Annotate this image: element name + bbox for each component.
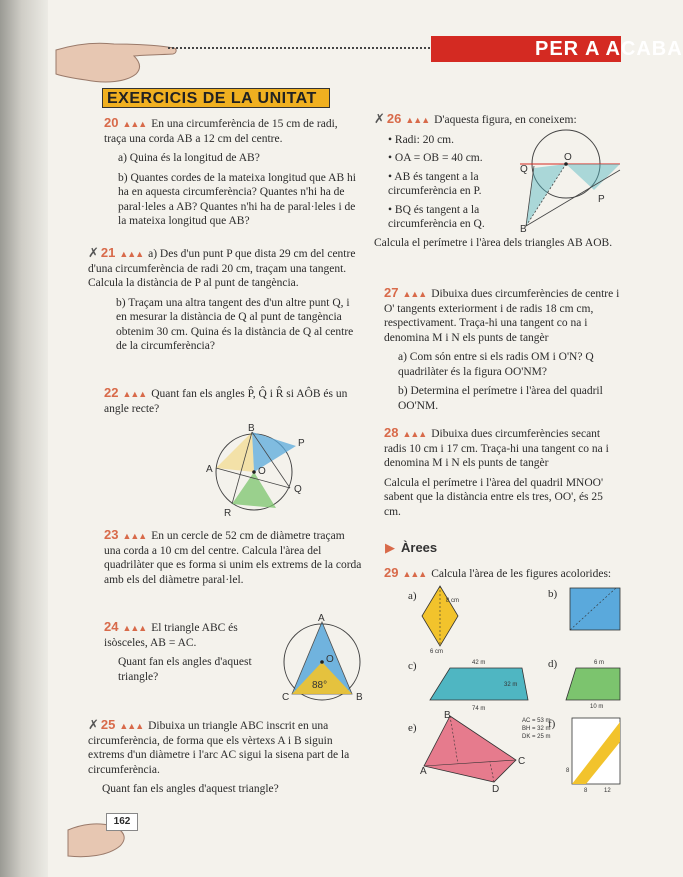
exercise-text: Dibuixa dues circumferències secant radis 10 cm i 17 cm. Traça-hi una tangent co na i denomina M i N els punts de tangèr bbox=[384, 428, 609, 469]
exercise-number: 21 bbox=[100, 245, 116, 260]
figure-label-b: b) bbox=[548, 588, 558, 600]
tangent-diagram-26 bbox=[518, 130, 620, 236]
exercise-23 bbox=[104, 528, 362, 592]
svg-text:C: C bbox=[518, 756, 526, 767]
exercise-text: Dibuixa dues circumferències de centre i O' tangents exteriorment i de radis 18 cm cm, respectivament. Traça-hi una tangent co na i denomina M i N els punts de tangèr bbox=[384, 288, 620, 344]
exercise-text: Calcula el perímetre i l'àrea dels triangles AB AOB. bbox=[374, 236, 613, 249]
svg-text:C: C bbox=[282, 692, 290, 703]
dimension-label: 8 cm bbox=[446, 598, 460, 604]
difficulty-icon: ▲▲▲ bbox=[119, 721, 144, 731]
exercise-part-a: a) Com són entre si els radis OM i O'N? Q quadrilàter és la figura OO'NM? bbox=[398, 351, 594, 378]
exercise-number: 27 bbox=[384, 285, 399, 300]
page-number: 162 bbox=[106, 813, 138, 831]
triangle-diagram-24 bbox=[274, 612, 374, 704]
difficulty-icon: ▲▲▲ bbox=[119, 249, 144, 259]
dimension-label: 6 cm bbox=[430, 649, 444, 655]
exercise-text: En una circumferència de 15 cm de radi, traça una corda AB a 12 cm del centre. bbox=[104, 118, 338, 145]
figure-label-e: e) bbox=[408, 722, 417, 734]
trapezoid-figure bbox=[422, 656, 548, 714]
exercise-text: El triangle ABC és isòsceles, AB = AC. bbox=[104, 622, 238, 649]
handwritten-mark: ✗ bbox=[88, 717, 99, 732]
data-item: • Radi: 20 cm. bbox=[388, 133, 454, 146]
quadrilateral-figure bbox=[420, 712, 570, 794]
dimension-label: 12 bbox=[604, 788, 611, 794]
dimension-label: 10 m bbox=[590, 704, 604, 710]
svg-text:Q: Q bbox=[520, 164, 528, 175]
exercise-24 bbox=[104, 620, 254, 689]
trapezoid-green-figure bbox=[564, 656, 620, 710]
exercise-25 bbox=[88, 718, 362, 802]
exercise-22 bbox=[104, 386, 362, 421]
exercise-text: En un cercle de 52 cm de diàmetre traçam una corda a 10 cm del centre. Calcula l'àrea del quadrilàter que es forma si unim els extrems de la corda amb els del diàmetre paral·lel. bbox=[104, 530, 362, 586]
svg-text:A: A bbox=[206, 464, 213, 475]
exercise-part-b: b) Traçam una altra tangent des d'un altre punt Q, i en mesurar la distància de Q al punt de tangència obtenim 30 cm. Quina és la distància de Q al centre de la circumferència? bbox=[116, 296, 354, 352]
svg-text:O: O bbox=[258, 466, 266, 477]
svg-text:R: R bbox=[224, 508, 232, 519]
svg-text:B: B bbox=[520, 224, 527, 235]
data-item: • AB és tangent a la circumferència en P. bbox=[388, 170, 482, 197]
rectangle-figure bbox=[564, 712, 620, 794]
svg-text:A: A bbox=[420, 766, 427, 777]
book-binding bbox=[0, 0, 48, 877]
dotted-line bbox=[168, 47, 430, 49]
exercise-28 bbox=[384, 426, 620, 524]
square-figure bbox=[568, 586, 620, 632]
exercise-question: Quant fan els angles d'aquest triangle? bbox=[102, 783, 279, 795]
dimension-label: 74 m bbox=[472, 706, 486, 712]
figure-label-a: a) bbox=[408, 590, 417, 602]
rhombus-figure bbox=[420, 584, 482, 654]
exercise-text: Dibuixa un triangle ABC inscrit en una circumferència, de forma que els vèrtexs A i B siguin extrems d'un diàmetre i l'arc AC sigui la sisena part de la circumferència. bbox=[88, 720, 350, 776]
handwritten-mark: ✗ bbox=[88, 245, 99, 260]
exercise-text: Calcula l'àrea de les figures acolorides: bbox=[431, 568, 612, 580]
exercise-text: Quant fan els angles P̂, Q̂ i R̂ si AÔB és un angle recte? bbox=[104, 388, 348, 415]
figure-label-c: c) bbox=[408, 660, 417, 672]
exercise-number: 29 bbox=[384, 565, 399, 580]
svg-text:D: D bbox=[492, 784, 500, 795]
exercise-part-b: b) Quantes cordes de la mateixa longitud que AB hi ha en aquesta circumferència? Quantes n'hi ha de paral·leles a AB? Quantes n'hi ha de paral·leles i de la mateixa longitud que AB? bbox=[118, 171, 356, 227]
exercise-part-a: a) Des d'un punt P que dista 29 cm del centre d'una circumferència de radi 20 cm, traçam una tangent. Calcula la distància de P al punt de tangència. bbox=[88, 248, 356, 289]
difficulty-icon: ▲▲▲ bbox=[405, 115, 430, 125]
angle-label: 88° bbox=[312, 680, 328, 691]
exercise-number: 24 bbox=[104, 619, 119, 634]
exercise-21 bbox=[88, 246, 362, 359]
exercise-number: 28 bbox=[384, 425, 399, 440]
svg-text:P: P bbox=[298, 438, 305, 449]
data-note: DK = 25 m bbox=[522, 734, 551, 740]
handwritten-mark: ✗ bbox=[374, 111, 385, 126]
data-note: BH = 32 m bbox=[522, 726, 551, 732]
chapter-banner: PER A ACABA bbox=[431, 36, 621, 62]
dimension-label: 8 bbox=[584, 788, 588, 794]
dimension-label: 8 bbox=[566, 768, 570, 774]
svg-text:O: O bbox=[564, 152, 572, 163]
exercise-number: 23 bbox=[104, 527, 119, 542]
section-title: EXERCICIS DE LA UNITAT bbox=[102, 88, 330, 108]
difficulty-icon: ▲▲▲ bbox=[122, 119, 147, 129]
difficulty-icon: ▲▲▲ bbox=[402, 569, 427, 579]
svg-text:O: O bbox=[326, 654, 334, 665]
subsection-heading bbox=[385, 540, 437, 556]
exercise-number: 22 bbox=[104, 385, 119, 400]
subsection-title: Àrees bbox=[401, 540, 438, 555]
exercise-20 bbox=[104, 116, 362, 234]
svg-text:Q: Q bbox=[294, 484, 302, 495]
exercise-part-a: a) Quina és la longitud de AB? bbox=[118, 152, 260, 164]
difficulty-icon: ▲▲▲ bbox=[122, 389, 147, 399]
exercise-question: Quant fan els angles d'aquest triangle? bbox=[118, 656, 252, 683]
exercise-text: Calcula el perímetre i l'àrea del quadril MNOO' sabent que la distància entre els tres, OO', és 25 cm. bbox=[384, 476, 604, 518]
dimension-label: 42 m bbox=[472, 660, 486, 666]
exercise-number: 20 bbox=[104, 115, 119, 130]
svg-text:B: B bbox=[444, 710, 451, 721]
difficulty-icon: ▲▲▲ bbox=[402, 289, 427, 299]
exercise-27 bbox=[384, 286, 620, 418]
dimension-label: 6 m bbox=[594, 660, 605, 666]
svg-text:B: B bbox=[248, 423, 255, 434]
textbook-page bbox=[48, 0, 683, 877]
exercise-part-b: b) Determina el perímetre i l'àrea del quadril OO'NM. bbox=[398, 385, 603, 412]
difficulty-icon: ▲▲▲ bbox=[402, 429, 427, 439]
data-item: • OA = OB = 40 cm. bbox=[388, 152, 483, 164]
exercise-text: D'aquesta figura, en coneixem: bbox=[434, 114, 577, 126]
exercise-number: 26 bbox=[386, 111, 402, 126]
difficulty-icon: ▲▲▲ bbox=[122, 531, 147, 541]
svg-text:A: A bbox=[318, 613, 325, 624]
difficulty-icon: ▲▲▲ bbox=[122, 623, 147, 633]
pointing-hand-icon bbox=[56, 36, 178, 86]
circle-diagram-22 bbox=[196, 424, 336, 524]
svg-text:P: P bbox=[598, 194, 605, 205]
play-arrow-icon: ▶ bbox=[385, 540, 395, 555]
data-note: AC = 53 m bbox=[522, 718, 551, 724]
exercise-number: 25 bbox=[100, 717, 116, 732]
figure-label-f: f) bbox=[548, 718, 556, 730]
figure-label-d: d) bbox=[548, 658, 558, 670]
dimension-label: 32 m bbox=[504, 682, 518, 688]
data-item: • BQ és tangent a la circumferència en Q. bbox=[388, 203, 485, 230]
svg-text:B: B bbox=[356, 692, 363, 703]
